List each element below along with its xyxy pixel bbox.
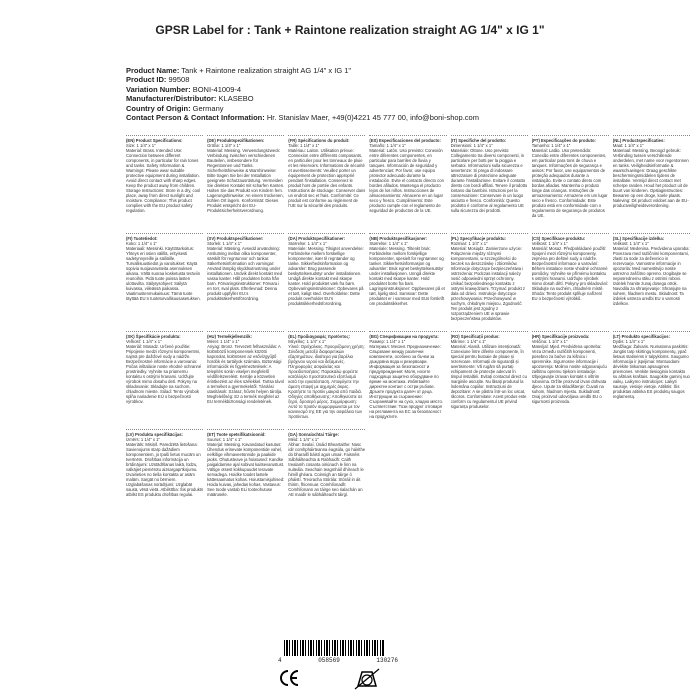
language-body: Υλικό: Ορείχαλκος. Προοριζόμενη χρήση: Σύνδεση μεταξύ διαφορετικών εξαρτημάτων, ιδιαίτερα για βαρέλια βρόχινου νερού και δεξαμενές. Πληροφορίες ασφαλείας και προειδοποιήσεις: Παρακαλώ φορέστε κατάλληλο προστατευτικό εξοπλισμό κατά την εγκατάσταση. Αποφύγετε την άμεση επαφή με αιχμηρές άκρες. Κρατήστε το προϊόν μακριά από παιδιά. Οδηγίες αποθήκευσης: Αποθηκεύστε σε ξηρό, δροσερό μέρος. Συμμόρφωση: Αυτό το προϊόν συμμορφώνεται με τον κανονισμό της ΕΕ για την ασφάλεια των προϊόντων. [288, 344, 365, 419]
language-body: Material: Latão. Uso pretendido: Conexão entre diferentes componentes, em particular para tons de chuva e tanques. Informações de segurança e avisos: Por favor, use equipamentos de proteção adequados durante a instalação. Evite o contato direto com bordas afiadas. Mantenha o produto longe das crianças. Instruções de armazenamento: Armazene em um lugar seco e fresco. Conformidade: Este produto está em conformidade com o regulamento de segurança de produtos da UE. [531, 148, 608, 218]
language-heading: (HR) Specifikacije proizvoda: [531, 334, 590, 339]
language-size: Tamanho: 1 1/4" x 1" [531, 143, 571, 148]
language-heading: (PL) Specyfikacje produktu: [450, 236, 506, 241]
tank-recycling-icon [352, 666, 382, 692]
language-body: Materiál: Mosaz. Předpokládané použití: Spojení mezi různými komponenty, zejména pro deštné sudy a nádrže. Bezpečnostní informace a varování: Během instalace noste vhodné ochranné pomůcky. Vyhněte se přímému kontaktu s ostrými hranami. Udržujte výrobek mimo dosah dětí. Pokyny pro skladování: Skladujte na suchém, chladném místě. Shoda: Tento produkt splňuje nařízení EU o bezpečnosti výrobků. [531, 246, 609, 301]
language-heading: (NL) Productspecificaties: [612, 138, 665, 143]
language-body: Materiaal: Messing. Beoogd gebruik: Verbinding tussen verschillende onderdelen, met name voor regentonnen en tanks. Veiligheidsinformatie & waarschuwingen: Draag geschikte beschermingsmiddelen tijdens de installatie. Vermijd direct contact met scherpe randen. Houd het product uit de buurt van kinderen. Opslaginstructies: Bewaren op een droge, koele plaats. Naleving: Dit product voldoet aan de EU-productveiligheidsverordening. [612, 148, 689, 208]
language-body: Material: Alamă. Utilizare intenționată: Conexiune între diferite componente, în special pentru butoaie de ploaie și rezervoare. Informații de siguranță și avertismente: Vă rugăm să purtați echipament de protecție adecvat în timpul instalării. Evitați contactul direct cu marginile ascuțite. Nu lăsați produsul la îndemâna copiilor. Instrucțiuni de depozitare: A se păstra într-un loc uscat, răcoros. Conformitate: Acest produs este conform cu regulamentul UE privind siguranța produselor. [450, 344, 527, 409]
language-heading: (NB) Produktspesifikasjoner: [369, 236, 428, 241]
language-size: Tamaño: 1 1/4" x 1" [369, 143, 406, 148]
language-block [369, 135, 446, 226]
language-heading: (SK) Špecifikácie produktu: [126, 334, 181, 339]
language-heading: (EN) Product Specifications: [126, 138, 183, 143]
language-size: Størrelse: 1 1/4" x 1" [288, 241, 327, 246]
language-body: Material: Mässing. Avsedd användning: Anslutning mellan olika komponenter, särskilt för regntunnor och tankar. Säkerhetsinformation och varningar: Använd lämplig skyddsutrustning under installationen. Undvik direkt kontakt med vassa kanter. Håll produkten borta från barn. Förvaringsinstruktioner: Förvara i en torr, sval plats. Efterlevnad: Denna produkt uppfyller EU:s produktsäkerhetsförordning. [207, 246, 283, 301]
language-block [613, 135, 690, 226]
language-block [288, 233, 365, 324]
language-block [451, 331, 528, 422]
info-product-id: Product ID: 99508 [126, 75, 190, 85]
language-heading: (IT) Specifiche del prodotto: [450, 138, 507, 143]
language-size: Suurus: 1 1/4" x 1" [207, 437, 242, 442]
language-block [369, 233, 446, 324]
language-size: Rozmiar: 1 1/4" x 1" [450, 241, 488, 246]
language-body: Ábhar: Sealaí. Úsáid Bheartaithe: Nasc idir comhpháirteanna éagsúla, go háirithe do bharaillí báistí agus umair. Faisnéis Sábháilteachta & Rabhaidh: Caith trealamh cosanta oiriúnach le linn na suiteála. Seachain teagmháil dhíreach le himill ghéara. Coinnigh an táirge ó pháistí. Treoracha Stórála: Stóráil in áit thirim, fhionnuar. Comhlíonadh: Comhlíonann an táirge seo rialachán an AE maidir le sábháilteacht táirgí. [288, 442, 366, 497]
language-block [532, 135, 609, 226]
language-heading: (SV) Produktspecifikationer: [207, 236, 264, 241]
language-body: Material: Messing. Verwendungszweck: Verbindung zwischen verschiedenen Bauteilen, insbesondere für Regentonnen und Tanks. Sicherheitshinweise & Warnhinweise: Bitte tragen Sie bei der Installation geeignete Schutzausrüstung. Vermeiden Sie direkten Kontakt mit scharfen Kanten. Halten Sie das Produkt von Kindern fern. Lagerungshinweise: An einem trockenen, kühlen Ort lagern. Konformität: Dieses Produkt entspricht der EU-Produktsicherheitsverordnung. [207, 148, 285, 213]
language-body: Material: Latón. Uso previsto: Conexión entre diferentes componentes, en particular para barriles de lluvia y tanques. Información de seguridad y advertencias: Por favor, use equipo protector adecuado durante la instalación. Evite el contacto directo con bordes afilados. Mantenga el producto lejos de los niños. Instrucciones de almacenamiento: Almacene en un lugar seco y fresco. Cumplimiento: Este producto cumple con el reglamento de seguridad de productos de la UE. [369, 148, 444, 213]
language-block [451, 233, 528, 324]
language-size: Dydis: 1 1/4" x 1" [612, 339, 645, 344]
language-size: Størrelse: 1 1/4" x 1" [369, 241, 408, 246]
language-size: Velikost: 1 1/4" x 1" [612, 241, 649, 246]
language-heading: (GA) Sonraíochtaí Táirge: [288, 432, 340, 437]
language-body: Materiale: Ottone. Uso previsto: Collegamento tra diversi componenti, in particolare per botti per la pioggia e serbatoi. Informazioni sulla sicurezza e avvertenze: Si prega di indossare attrezzature di protezione adeguate durante l'installazione. Evitare il contatto diretto con bordi affilati. Tenere il prodotto lontano dai bambini. Istruzioni per la conservazione: Conservare in un luogo asciutto e fresco. Conformità: Questo prodotto è conforme al regolamento UE sulla sicurezza dei prodotti. [450, 148, 528, 213]
language-grid [126, 135, 690, 635]
language-size: Size: 1 1/4" x 1" [126, 143, 156, 148]
language-heading: (LT) Produkto specifikacijos: [612, 334, 671, 339]
language-heading: (CS) Specifikace produktu: [531, 236, 586, 241]
language-block [288, 429, 365, 520]
language-size: Izmērs: 1 1/4" x 1" [126, 437, 160, 442]
language-heading: (DE) Produktspezifikationen: [207, 138, 265, 143]
language-body: Materiāls: Misiņš. Paredzētā lietošana: Savienojums starp dažādiem komponentiem, jo īpaši lietus mucām un tvertnēm. Drošības informācija un brīdinājumi: Uzstādīšanas laikā, lūdzu, valkājiet piemērotu aizsargaprīkojumu. Izvairieties no tieša kontakta ar asām malām. Sargāt no bērniem. Uzglabāšanas norādījumi: Uzglabāt sausā, vēsā vietā. Atbilstība: Šis produkts atbilst ES produktu drošības regulai. [126, 442, 204, 497]
language-size: Veľkosť: 1 1/4" x 1" [126, 339, 162, 344]
language-size: Maat: 1 1/4" x 1" [612, 143, 644, 148]
language-size: Mărime: 1 1/4" x 1" [450, 339, 486, 344]
language-heading: (RO) Specificații produs: [450, 334, 500, 339]
language-size: Méret: 1 1/4" x 1" [207, 339, 240, 344]
language-body: Materiale: Messing. Tiltenkt bruk: Forbindelse mellom forskjellige komponenter, spesielt for regntønner og tanker. Sikkerhetsinformasjon og advarsler: Bruk egnet beskyttelsesutstyr under installasjonen. Unngå direkte kontakt med skarpe kanter. Hold produktet borte fra barn. Lagringsinstruksjoner: Oppbevares på et tørt, kjølig sted. Samsvar: Dette produktet er i samsvar med EUs forskrift om produktsikkerhet. [369, 246, 445, 306]
language-block [207, 135, 284, 226]
language-block [126, 429, 203, 520]
language-body: Medžiaga: Žalvaris. Numatoma paskirtis: Jungtis tarp skirtingų komponentų, ypač lietaus statinėms ir talpykloms. Saugumo informacija ir įspėjimai: Montuodami dėvėkite tinkamas apsaugines priemones. Venkite tiesioginio kontakto su aštriais kraštais. Saugokite gaminį nuo vaikų. Laikymo instrukcijos: Laikyti sausoje, vėsioje vietoje. Atitiktis: Šis produktas atitinka ES produktų saugos reglamentą. [612, 344, 690, 399]
barcode-digit-group: 058569 [318, 657, 340, 664]
language-heading: (ET) Toote spetsifikatsioonid: [207, 432, 266, 437]
barcode [278, 640, 398, 666]
info-manufacturer: Manufacturer/Distributor: KLASEBO [126, 94, 254, 104]
language-size: Taille: 1 1/4" x 1" [288, 143, 320, 148]
language-block [532, 233, 609, 324]
language-heading: (DA) Produktspecifikationer: [288, 236, 346, 241]
language-size: Veličina: 1 1/4" x 1" [531, 339, 568, 344]
language-size: Μέγεθος: 1 1/4" x 1" [288, 339, 326, 344]
ce-mark-icon [279, 667, 301, 689]
language-body: Anyag: Bronz. Tervezett felhasználás: A különböző komponensek közötti kapcsolat, különösen az esővízgyűjtő hordók és tartályok számára. Biztonsági információk és figyelmeztetések: A telepítés során viseljen megfelelő védőfelszerelést. Kerülje a közvetlen érintkezést az éles szélekkel. Tartsa távol a terméket a gyermekektől. Tárolási utasítások: Száraz, hűvös helyen tárolja. Megfelelőség: Ez a termék megfelel az EU termékbiztonsági rendeletének. [207, 344, 284, 404]
language-block [613, 331, 690, 422]
language-heading: (BG) Спецификации на продукта: [369, 334, 439, 339]
language-block [126, 233, 203, 324]
language-size: Storlek: 1 1/4" x 1" [207, 241, 242, 246]
language-heading: (ES) Especificaciones del producto: [369, 138, 441, 143]
language-block [613, 233, 690, 324]
language-size: Méid: 1 1/4" x 1" [288, 437, 319, 442]
language-size: Koko: 1 1/4" x 1" [126, 241, 157, 246]
language-heading: (PT) Especificações do produto: [531, 138, 596, 143]
info-contact: Contact Person & Contact Information: Hr. Stanislav Maer, +49(0)4221 45 777 00, info@boni-shop.com [126, 113, 479, 123]
info-product-name: Product Name: Tank + Raintone realization straight AG 1/4" x IG 1" [126, 66, 352, 75]
language-heading: (LV) Produkta specifikācijas: [126, 432, 183, 437]
language-heading: (SL) Specifikacije izdelka: [612, 236, 665, 241]
language-block [207, 331, 284, 422]
language-size: Größe: 1 1/4" x 1" [207, 143, 241, 148]
language-body: Materiaali: Messinki. Käyttötarkoitus: Yhteys eri osien välillä, erityisesti sadetynnyreille ja säiliöille. Turvallisuustiedot ja varoitukset: Käytä sopivia suojavarusteita asennuksen aikana. Vältä suoraa kosketusta teräviin reunoihin. Pidä tuote poissa lasten ulottuvilta. Säilytysohjeet: Säilytä kuivassa, viileässä paikassa. Vaatimustenmukaisuus: Tämä tuote täyttää EU:n tuoteturvallisuusasetuksen. [126, 246, 201, 301]
language-block [451, 135, 528, 226]
barcode-digits [278, 657, 398, 664]
product-info [126, 66, 479, 122]
language-heading: (FR) Spécifications du produit: [288, 138, 350, 143]
language-size: Velikost: 1 1/4" x 1" [531, 241, 568, 246]
language-block [126, 135, 203, 226]
language-heading: (FI) Tuotetiedot: [126, 236, 158, 241]
language-size: Размер: 1 1/4" x 1" [369, 339, 406, 344]
language-block [369, 331, 446, 422]
language-body: Materiale: Messing. Tilsigtet anvendelse: Forbindelse mellem forskellige komponenter, især til regntønder og tanke. Sikkerhedsinformation og advarsler: Brug passende beskyttelsesudstyr under installationen. Undgå direkte kontakt med skarpe kanter. Hold produktet væk fra børn. Opbevaringsinstruktioner: Opbevares på et tørt, køligt sted. Overholdelse: Dette produkt overholder EU's produktsikkerhedsforordning. [288, 246, 364, 306]
info-variation-number: Variation Number: BONI-41009-4 [126, 84, 242, 94]
barcode-digit-group: 4 [278, 657, 282, 664]
info-country-of-origin: Country of Origin: Germany [126, 103, 224, 113]
language-body: Materiał: Mosiądz. Zamierzone użycie: Połączenie między różnymi komponentami, w szczególności do beczek na deszczówkę i zbiorników. Informacje dotyczące bezpieczeństwa i ostrzeżenia: Podczas instalacji należy nosić odpowiedni sprzęt ochronny. Unikać bezpośredniego kontaktu z ostrymi krawędziami. Trzymać produkt z dala od dzieci. Instrukcje dotyczące przechowywania: Przechowywać w suchym, chłodnym miejscu. Zgodność: Ten produkt jest zgodny z rozporządzeniem UE w sprawie bezpieczeństwa produktów. [450, 246, 526, 321]
language-body: Material: Brass. Intended Use: Connection between different components, in particular for rain tones and tanks. Safety Information & Warnings: Please wear suitable protective equipment during installation. Avoid direct contact with sharp edges. Keep the product away from children. Storage Instructions: Store in a dry, cool place, away from direct sunlight and moisture. Compliance: This product complies with the EU product safety regulation. [126, 148, 201, 213]
language-body: Matériau: Laiton. Utilisation prévue: Connexion entre différents composants, en particulier pour les tonneaux de pluie et les réservoirs. Informations de sécurité et avertissements: Veuillez porter un équipement de protection approprié pendant l'installation. Conservez le produit hors de portée des enfants. Instructions de stockage: Conserver dans un endroit sec et frais. Conformité: Ce produit est conforme au règlement de l'UE sur la sécurité des produits. [288, 148, 366, 208]
page-title: GPSR Label for : Tank + Raintone realization straight AG 1/4" x IG 1" [155, 23, 545, 37]
language-block [126, 331, 203, 422]
language-body: Material: Medenina. Predvidena uporaba: Povezava med različnimi komponentami, zlasti za sode za deževnico in rezervoarje. Varnostne informacije in opozorila: Med namestitvijo nosite ustrezno zaščitno opremo. Izogibajte se neposrednemu stiku z ostrimi robovi. Izdelek hranite zunaj dosega otrok. Navodila za shranjevanje: Shranjujte na suhem, hladnem mestu. Skladnost: Ta izdelek ustreza uredbi EU o varnosti izdelkov. [612, 246, 690, 306]
language-size: Dimensioni: 1 1/4" x 1" [450, 143, 493, 148]
language-block [288, 135, 365, 226]
language-heading: (HU) Termékjellemzők: [207, 334, 252, 339]
language-heading: (EL) Προδιαγραφές προϊόντος: [288, 334, 351, 339]
language-body: Materiál: Mosadz. Určené použitie: Pripojenie medzi rôznymi komponentmi, najmä pre dažďové sudy a nádrže. Bezpečnostné informácie a varovania: Počas inštalácie noste vhodné ochranné prostriedky. Vyhnite sa priamemu kontaktu s ostrými hranami. Udržujte výrobok mimo dosahu detí. Pokyny na skladovanie: Skladujte na suchom, chladnom mieste. Súlad: Tento výrobok spĺňa nariadenie EÚ o bezpečnosti výrobkov. [126, 344, 202, 404]
language-body: Материал: Месинг. Предназначение: Свързване между различни компоненти, особено за бъчви за дъждовна вода и резервоари. Информация за безопасност и предупреждения: Моля, носете подходящо защитно оборудване по време на монтажа. Избягвайте директен контакт с остри ръбове. Дръжте продукта далеч от деца. Инструкции за съхранение: Съхранявайте на сухо, хладно място. Съответствие: Този продукт отговаря на регламента на ЕС за безопасност на продуктите. [369, 344, 444, 419]
language-body: Materjal: Messing. Kavandatud kasutus: Ühendus erinevate komponentide vahel, eelkõige vihmaveetünnide ja paakide jaoks. Ohutusteave ja hoiatused: Kandke paigaldamise ajal sobivat kaitsevarustust. Vältige otsest kokkupuudet teravate servadega. Hoidke toodet lastele kättesaamatus kohas. Hoiustamisjuhised: Hoida kuivas, jahedas kohas. Vastavus: See toode vastab ELi tooteohutuse määrusele. [207, 442, 285, 497]
language-block [288, 331, 365, 422]
barcode-digit-group: 130276 [376, 657, 398, 664]
language-body: Materijal: Mjed. Predviđena upotreba: Veza između različitih komponenti, posebno za bačve za kišnicu i spremnike. Sigurnosne informacije i upozorenja: Molimo nosite odgovarajuću zaštitnu opremu tijekom instalacije. Izbjegavajte izravan kontakt s oštrim rubovima. Držite proizvod izvan dohvata djece. Upute za skladištenje: Čuvati na suhom, hladnom mjestu. Sukladnost: Ovaj proizvod udovoljava uredbi EU o sigurnosti proizvoda. [531, 344, 607, 404]
language-block [207, 233, 284, 324]
language-block [207, 429, 284, 520]
barcode-bars [284, 640, 384, 656]
language-block [532, 331, 609, 422]
